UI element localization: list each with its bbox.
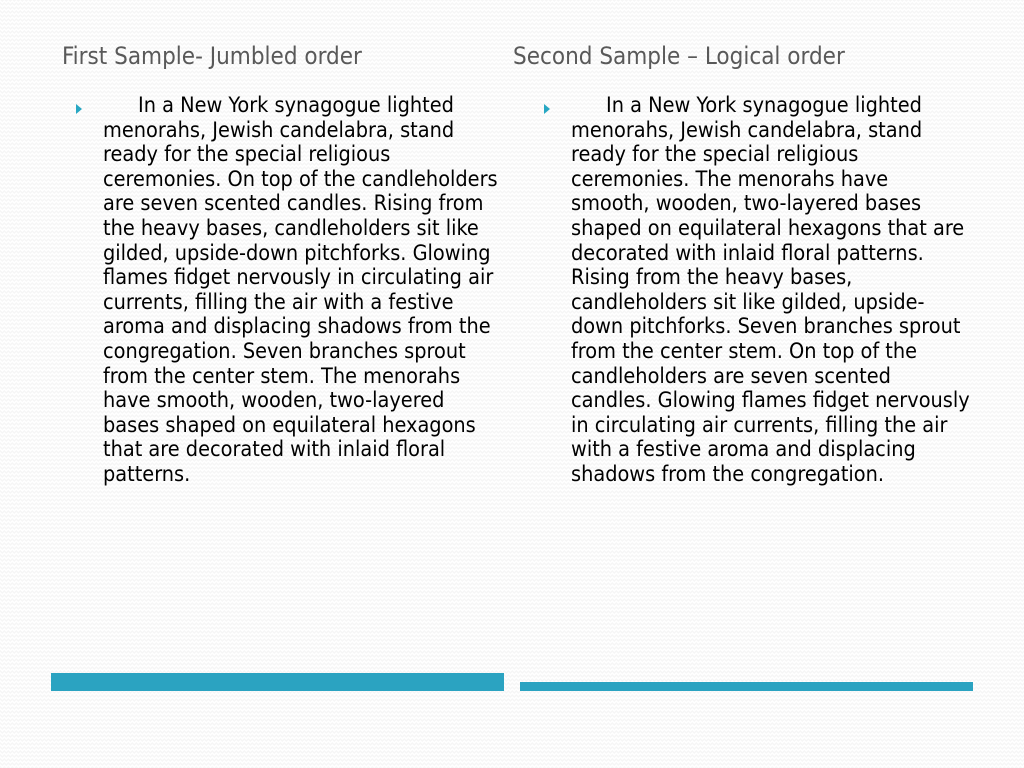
triangle-bullet-icon — [76, 104, 82, 114]
right-column-heading: Second Sample – Logical order — [513, 42, 845, 70]
right-accent-bar — [520, 682, 973, 691]
right-column — [538, 94, 970, 488]
triangle-bullet-icon — [544, 104, 550, 114]
left-column-heading: First Sample- Jumbled order — [62, 42, 362, 70]
left-paragraph: In a New York synagogue lighted menorahs, Jewish candelabra, stand ready for the special religious ceremonies. On top of the candleholders are seven scented candles. Rising from the heavy bases, candleholders sit like gilded, upside-down pitchforks. Glowing flames fidget nervously in circulating air currents, filling the air with a festive aroma and displacing shadows from the congregation. Seven branches sprout from the center stem. The menorahs have smooth, wooden, two-layered bases shaped on equilateral hexagons that are decorated with inlaid floral patterns. — [103, 93, 498, 487]
right-paragraph: In a New York synagogue lighted menorahs, Jewish candelabra, stand ready for the special religious ceremonies. The menorahs have smooth, wooden, two-layered bases shaped on equilateral hexagons that are decorated with inlaid floral patterns. Rising from the heavy bases, candleholders sit like gilded, upside-down pitchforks. Seven branches sprout from the center stem. On top of the candleholders are seven scented candles. Glowing flames fidget nervously in circulating air currents, filling the air with a festive aroma and displacing shadows from the congregation. — [571, 93, 970, 487]
left-accent-bar — [51, 673, 504, 691]
left-column — [70, 94, 502, 488]
